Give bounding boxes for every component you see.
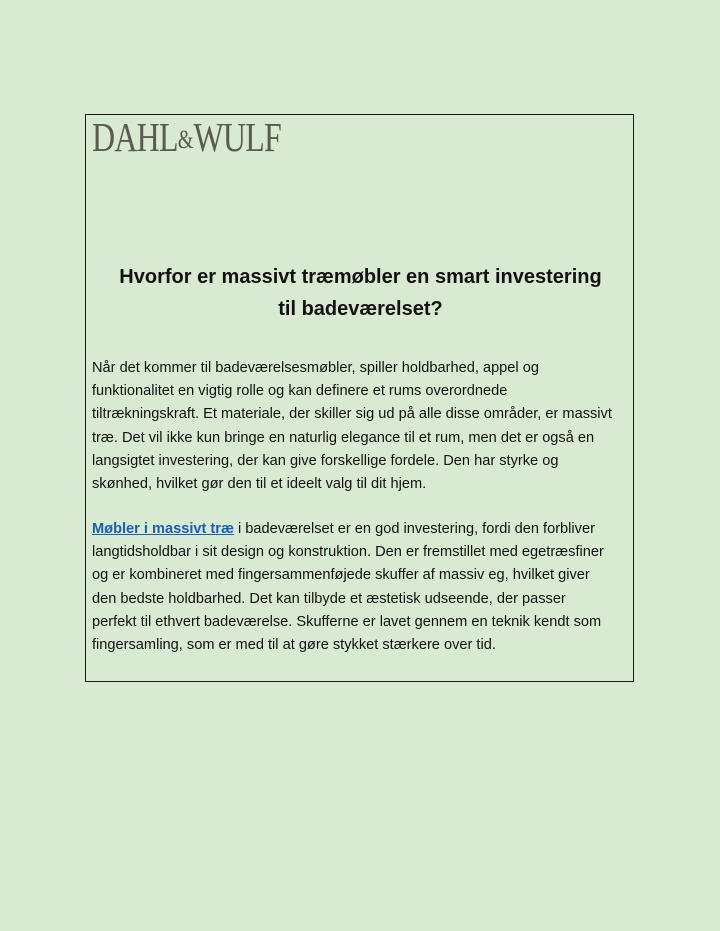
logo-ampersand: & [177,125,194,154]
paragraph-line: og er kombineret med fingersammenføjede skuffer af massiv eg, hvilket giver [92,567,590,584]
article-heading [86,261,635,325]
logo-text-dahl: DAHL [92,114,178,160]
dahl-wulf-logo [92,114,281,160]
paragraph-line: perfekt til ethvert badeværelse. Skufferne er lavet gennem en teknik kendt som [92,613,602,630]
paragraph-line: skønhed, hvilket gør den til et ideelt valg til dit hjem. [92,476,427,493]
logo-text-wulf: WULF [193,114,281,160]
paragraph-line: langsigtet investering, der kan give forskellige fordele. Den har styrke og [92,452,559,469]
heading-line-2: til badeværelset? [278,298,443,320]
paragraph-line: funktionalitet en vigtig rolle og kan definere et rums overordnede [92,383,508,400]
paragraph-line: fingersamling, som er med til at gøre stykket stærkere over tid. [92,637,496,654]
paragraph-line: langtidsholdbar i sit design og konstruktion. Den er fremstillet med egetræsfiner [92,544,604,561]
paragraph-line: i badeværelset er en god investering, fordi den forbliver [233,521,595,537]
paragraph-line: tiltrækningskraft. Et materiale, der skiller sig ud på alle disse områder, er massivt [92,406,612,423]
heading-line-1: Hvorfor er massivt træmøbler en smart investering [119,266,602,288]
paragraph-line: den bedste holdbarhed. Det kan tilbyde et æstetisk udseende, der passer [92,590,566,607]
second-paragraph [92,518,630,657]
intro-paragraph [92,357,630,496]
paragraph-line: Når det kommer til badeværelsesmøbler, spiller holdbarhed, appel og [92,360,539,376]
document-page [85,114,634,682]
massive-wood-furniture-link[interactable]: Møbler i massivt træ [92,521,234,537]
paragraph-line: træ. Det vil ikke kun bringe en naturlig elegance til et rum, men det er også en [92,429,595,446]
